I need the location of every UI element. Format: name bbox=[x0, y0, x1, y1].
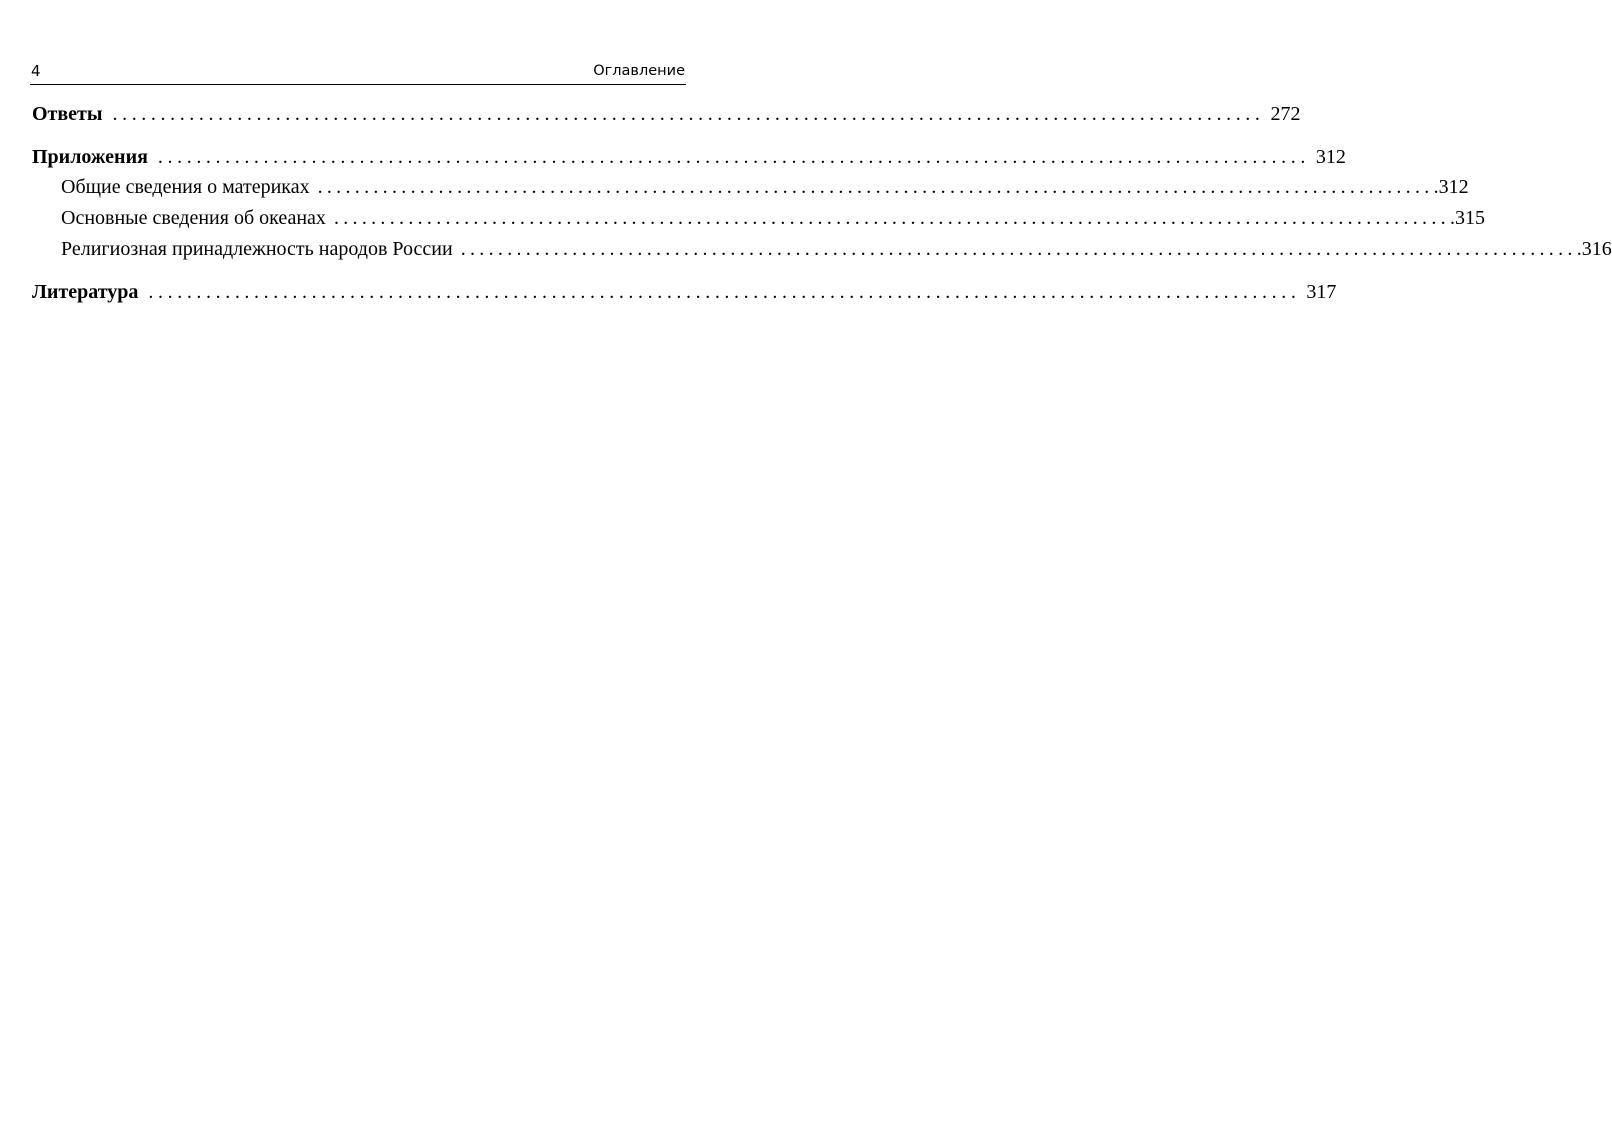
dot-leader: ........................................................................................................................ bbox=[157, 146, 1310, 168]
toc-subentry-oceans[interactable] bbox=[32, 205, 1485, 231]
toc-subentry-continents[interactable] bbox=[32, 174, 1469, 200]
toc-entry-title: Основные сведения об океанах bbox=[61, 207, 326, 229]
toc-entry-title: Ответы bbox=[32, 103, 103, 125]
toc-entry-page: 312 bbox=[1315, 146, 1346, 168]
toc-entry-page: 272 bbox=[1270, 103, 1301, 125]
page-number: 4 bbox=[31, 62, 41, 80]
dot-leader: ........................................................................................................................ bbox=[112, 103, 1265, 125]
toc-entry-page: 317 bbox=[1306, 281, 1337, 303]
dot-leader: ........................................................................................................................ bbox=[148, 281, 1301, 303]
running-title: Оглавление bbox=[593, 63, 685, 79]
dot-leader: ........................................................................................................................ bbox=[317, 176, 1434, 198]
toc-entry-page: .315 bbox=[1449, 207, 1485, 229]
toc-entry-page: .312 bbox=[1433, 176, 1469, 198]
toc-subentry-religion[interactable] bbox=[32, 236, 1612, 262]
toc-entry-title: Литература bbox=[32, 281, 139, 303]
toc-entry-title: Общие сведения о материках bbox=[61, 176, 310, 198]
dot-leader: ........................................................................................................................ bbox=[333, 207, 1450, 229]
page-header bbox=[30, 60, 686, 85]
toc-entry-answers[interactable] bbox=[32, 101, 1301, 127]
toc-entry-title: Приложения bbox=[32, 146, 148, 168]
toc-entry-appendices[interactable] bbox=[32, 144, 1346, 170]
toc-entry-literature[interactable] bbox=[32, 279, 1337, 305]
toc-entry-title: Религиозная принадлежность народов России bbox=[61, 238, 453, 260]
dot-leader: ........................................................................................................................ bbox=[460, 238, 1577, 260]
toc-entry-page: .316 bbox=[1576, 238, 1612, 260]
